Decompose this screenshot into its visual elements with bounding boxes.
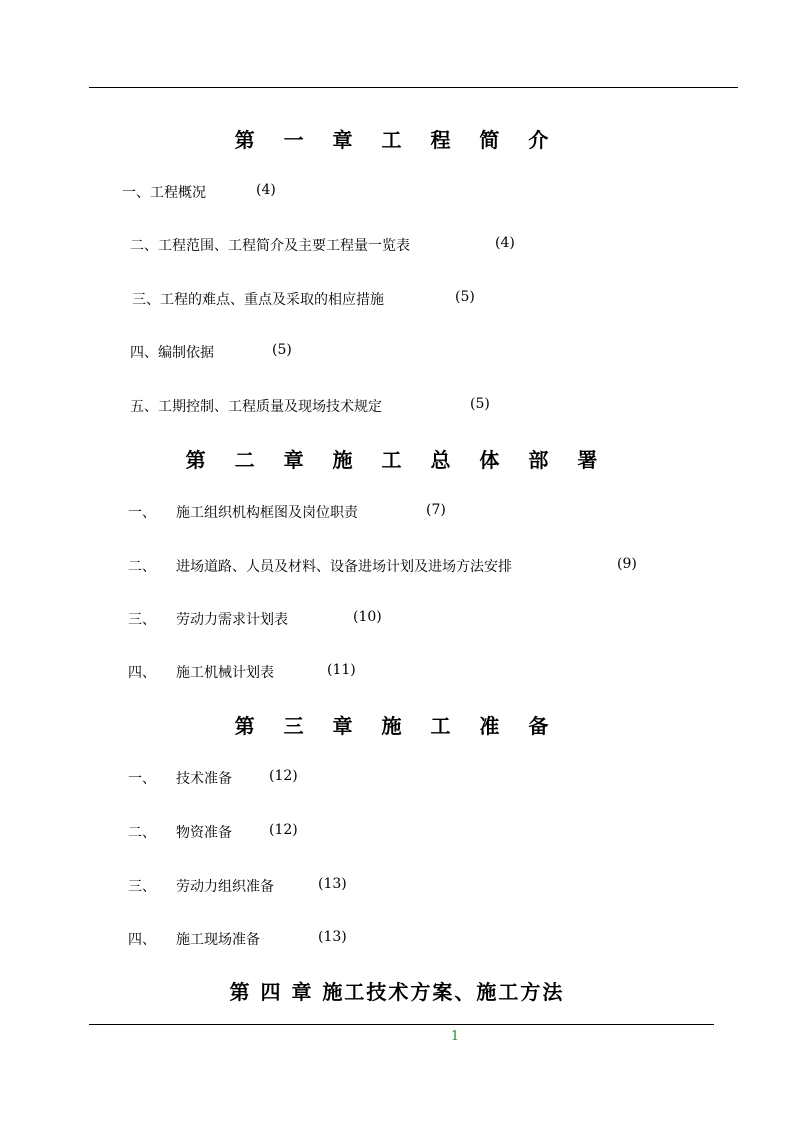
toc-entry-label: 技术准备 [176, 771, 232, 787]
toc-entry-label: 劳动力需求计划表 [176, 612, 288, 628]
toc-entry[interactable] [128, 876, 347, 896]
toc-entry[interactable] [128, 662, 356, 682]
toc-entry[interactable] [128, 929, 347, 949]
toc-entry-page: (4) [495, 235, 515, 251]
toc-entry-label: 五、工期控制、工程质量及现场技术规定 [130, 399, 382, 415]
toc-entry[interactable] [128, 556, 637, 576]
toc-entry[interactable] [128, 822, 298, 842]
toc-entry-number: 一、 [128, 505, 156, 521]
toc-entry-page: (10) [353, 609, 382, 625]
toc-entry-page: (4) [256, 182, 276, 198]
toc-entry-label: 施工机械计划表 [176, 665, 274, 681]
toc-entry[interactable] [122, 182, 276, 202]
toc-entry-page: (13) [318, 929, 347, 945]
chapter-3-title: 第 三 章 施 工 准 备 [234, 714, 560, 738]
toc-entry[interactable] [130, 235, 515, 255]
toc-entry-number: 三、 [128, 612, 156, 628]
toc-entry[interactable] [128, 502, 446, 522]
footer-rule [89, 1024, 714, 1025]
toc-entry-page: (5) [272, 342, 292, 358]
toc-entry[interactable] [132, 289, 475, 309]
toc-entry-page: (11) [327, 662, 356, 678]
toc-entry-label: 进场道路、人员及材料、设备进场计划及进场方法安排 [176, 559, 512, 575]
toc-entry-label: 二、工程范围、工程简介及主要工程量一览表 [130, 238, 410, 254]
toc-entry-label: 三、工程的难点、重点及采取的相应措施 [132, 292, 384, 308]
toc-entry-label: 一、工程概况 [122, 185, 206, 201]
page-number: 1 [450, 1029, 460, 1044]
toc-entry-number: 二、 [128, 559, 156, 575]
toc-entry[interactable] [128, 768, 298, 788]
toc-entry[interactable] [130, 396, 490, 416]
toc-entry-page: (5) [455, 289, 475, 305]
toc-entry-number: 四、 [128, 665, 156, 681]
toc-entry-page: (13) [318, 876, 347, 892]
toc-entry-number: 一、 [128, 771, 156, 787]
toc-entry-page: (5) [470, 396, 490, 412]
toc-entry-label: 施工组织机构框图及岗位职责 [176, 505, 358, 521]
toc-entry-label: 四、编制依据 [130, 345, 214, 361]
toc-entry-label: 物资准备 [176, 825, 232, 841]
toc-entry-page: (9) [617, 556, 637, 572]
toc-entry-page: (12) [269, 768, 298, 784]
toc-entry-number: 四、 [128, 932, 156, 948]
header-rule [89, 87, 738, 88]
toc-entry-number: 二、 [128, 825, 156, 841]
chapter-2-title: 第 二 章 施 工 总 体 部 署 [185, 448, 609, 472]
toc-entry[interactable] [128, 609, 382, 629]
toc-entry[interactable] [130, 342, 292, 362]
chapter-4-title: 第 四 章 施工技术方案、施工方法 [229, 980, 565, 1004]
toc-entry-label: 劳动力组织准备 [176, 879, 274, 895]
toc-entry-number: 三、 [128, 879, 156, 895]
toc-entry-page: (12) [269, 822, 298, 838]
toc-entry-label: 施工现场准备 [176, 932, 260, 948]
toc-entry-page: (7) [426, 502, 446, 518]
chapter-1-title: 第 一 章 工 程 简 介 [234, 128, 560, 152]
